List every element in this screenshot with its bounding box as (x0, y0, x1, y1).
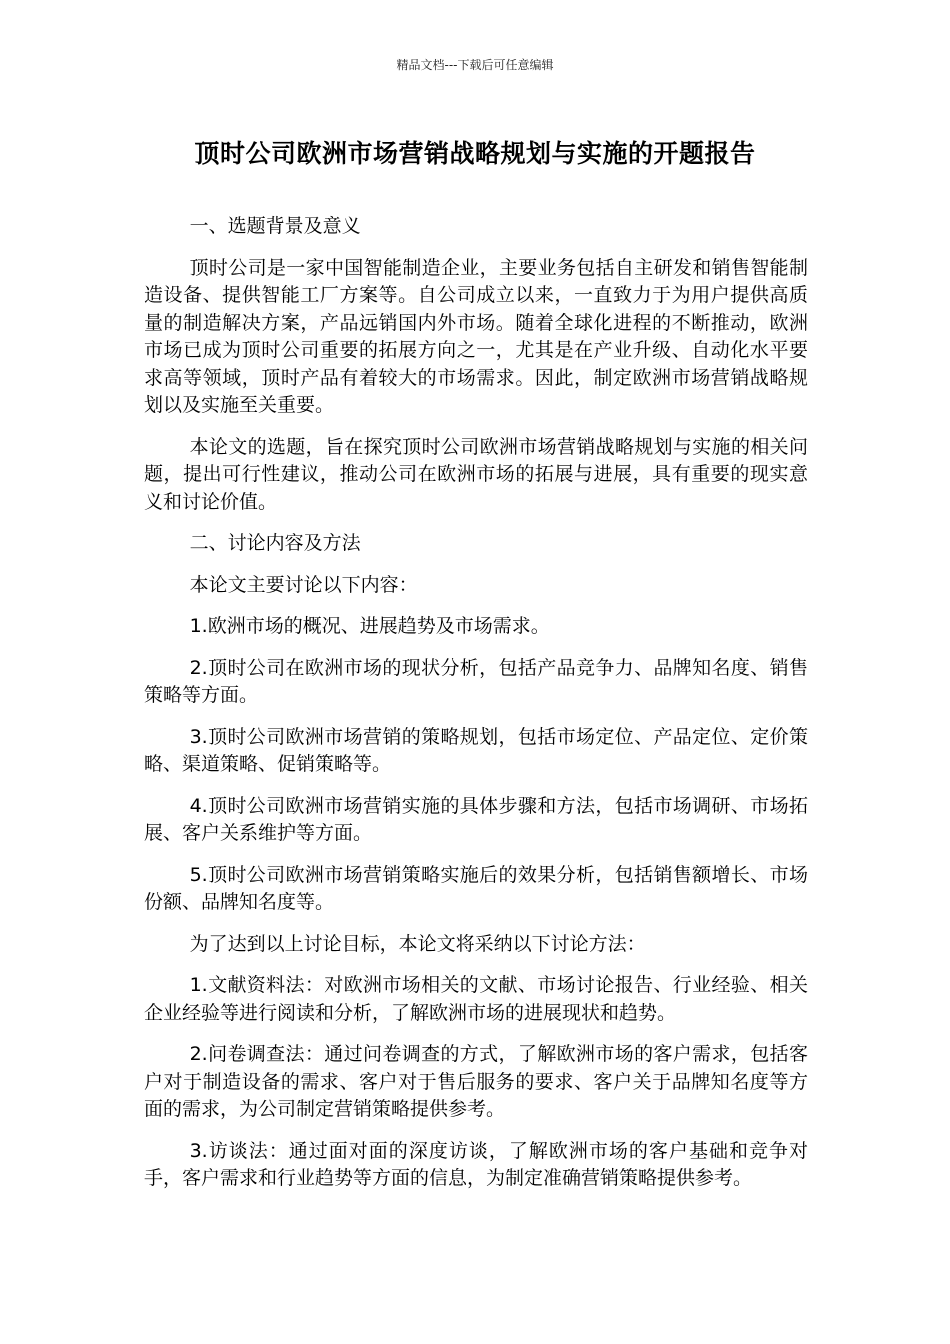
paragraph-methods-intro: 为了达到以上讨论目标，本论文将采纳以下讨论方法： (189, 932, 646, 955)
content-item-2: 2.顶时公司在欧洲市场的现状分析，包括产品竞争力、品牌知名度、销售策略等方面。 (144, 656, 808, 706)
content-item-5: 5.顶时公司欧洲市场营销策略实施后的效果分析，包括销售额增长、市场份额、品牌知名度等。 (144, 863, 808, 913)
method-item-1: 1.文献资料法：对欧洲市场相关的文献、市场讨论报告、行业经验、相关企业经验等进行阅读和分析，了解欧洲市场的进展现状和趋势。 (144, 974, 808, 1024)
document-body (144, 213, 808, 1207)
method-item-3: 3.访谈法：通过面对面的深度访谈，了解欧洲市场的客户基础和竞争对手，客户需求和行业趋势等方面的信息，为制定准确营销策略提供参考。 (144, 1139, 808, 1189)
section-heading-content-methods: 二、讨论内容及方法 (189, 532, 361, 554)
content-item-3: 3.顶时公司欧洲市场营销的策略规划，包括市场定位、产品定位、定价策略、渠道策略、促销策略等。 (144, 725, 808, 775)
document-title: 顶时公司欧洲市场营销战略规划与实施的开题报告 (194, 139, 756, 168)
paragraph-background: 顶时公司是一家中国智能制造企业，主要业务包括自主研发和销售智能制造设备、提供智能工厂方案等。自公司成立以来，一直致力于为用户提供高质量的制造解决方案，产品远销国内外市场。随着全球化进程的不断推动，欧洲市场已成为顶时公司重要的拓展方向之一，尤其是在产业升级、自动化水平要求高等领域，顶时产品有着较大的市场需求。因此，制定欧洲市场营销战略规划以及实施至关重要。 (144, 256, 808, 416)
content-item-4: 4.顶时公司欧洲市场营销实施的具体步骤和方法，包括市场调研、市场拓展、客户关系维护等方面。 (144, 794, 808, 844)
method-item-2: 2.问卷调查法：通过问卷调查的方式，了解欧洲市场的客户需求，包括客户对于制造设备的需求、客户对于售后服务的要求、客户关于品牌知名度等方面的需求，为公司制定营销策略提供参考。 (144, 1043, 808, 1120)
content-item-1: 1.欧洲市场的概况、进展趋势及市场需求。 (189, 615, 550, 637)
paragraph-content-intro: 本论文主要讨论以下内容： (189, 573, 418, 596)
section-heading-background: 一、选题背景及意义 (189, 215, 361, 237)
paragraph-significance: 本论文的选题，旨在探究顶时公司欧洲市场营销战略规划与实施的相关问题，提出可行性建议，推动公司在欧洲市场的拓展与进展，具有重要的现实意义和讨论价值。 (144, 435, 808, 513)
page-header: 精品文档---下载后可任意编辑 (396, 58, 554, 72)
